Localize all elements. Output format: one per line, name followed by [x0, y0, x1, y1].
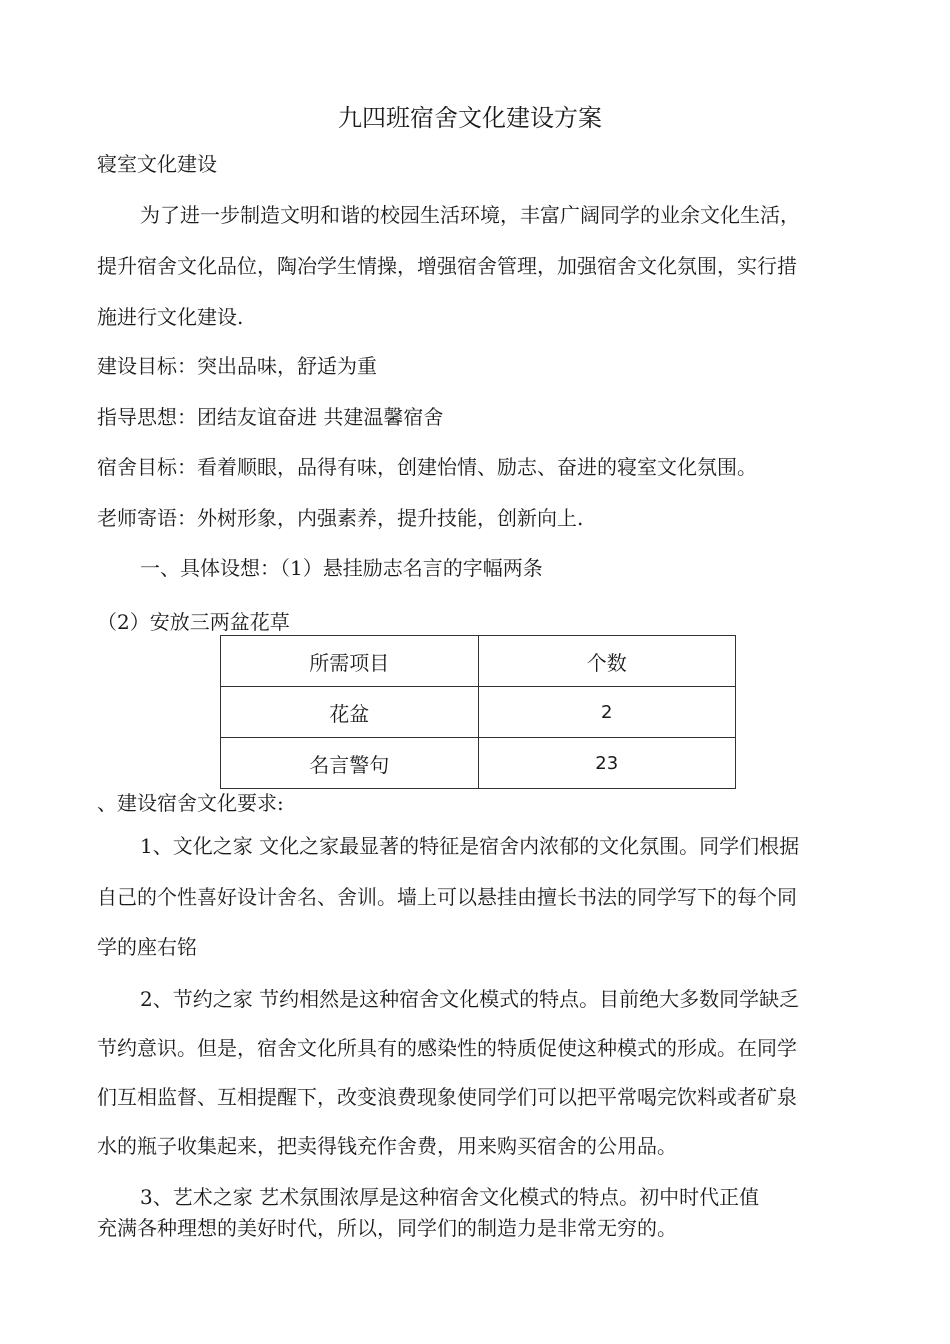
table-cell: 2	[478, 687, 736, 738]
req2-line: 节约意识。但是，宿舍文化所具有的感染性的特质促使这种模式的形成。在同学	[97, 1036, 797, 1060]
section-heading: 寝室文化建设	[97, 152, 217, 176]
plan-item-2: （2）安放三两盆花草	[97, 610, 290, 634]
table-header-cell: 个数	[478, 636, 736, 687]
guiding-thought-line: 指导思想：团结友谊奋进 共建温馨宿舍	[97, 405, 444, 429]
plan-item-1: 一、具体设想：（1）悬挂励志名言的字幅两条	[140, 556, 543, 580]
req2-line: 水的瓶子收集起来，把卖得钱充作舍费，用来购买宿舍的公用品。	[97, 1134, 677, 1158]
table-row	[221, 687, 736, 738]
intro-line: 提升宿舍文化品位，陶冶学生情操，增强宿舍管理，加强宿舍文化氛围，实行措	[97, 254, 797, 278]
table-header-row	[221, 636, 736, 687]
req2-line: 2、节约之家 节约相然是这种宿舍文化模式的特点。目前绝大多数同学缺乏	[140, 987, 800, 1011]
req2-line: 们互相监督、互相提醒下，改变浪费现象使同学们可以把平常喝完饮料或者矿泉	[97, 1085, 797, 1109]
req3-line: 3、艺术之家 艺术氛围浓厚是这种宿舍文化模式的特点。初中时代正值	[140, 1185, 760, 1209]
document-title: 九四班宿舍文化建设方案	[338, 104, 602, 132]
table-header-cell: 所需项目	[221, 636, 479, 687]
table-cell: 名言警句	[221, 738, 479, 789]
req1-line: 自己的个性喜好设计舍名、舍训。墙上可以悬挂由擅长书法的同学写下的每个同	[97, 885, 797, 909]
req1-line: 1、文化之家 文化之家最显著的特征是宿舍内浓郁的文化氛围。同学们根据	[140, 834, 800, 858]
requirements-heading: 、建设宿舍文化要求:	[97, 791, 284, 815]
items-table	[220, 635, 736, 789]
goal-line: 建设目标：突出品味，舒适为重	[97, 354, 377, 378]
req3-line: 充满各种理想的美好时代，所以，同学们的制造力是非常无穷的。	[97, 1216, 677, 1240]
intro-line: 为了进一步制造文明和谐的校园生活环境，丰富广阔同学的业余文化生活，	[140, 203, 800, 227]
table-row	[221, 738, 736, 789]
req1-line: 学的座右铭	[97, 935, 197, 959]
table-cell: 花盆	[221, 687, 479, 738]
dorm-goal-line: 宿舍目标：看着顺眼，品得有味，创建怡情、励志、奋进的寝室文化氛围。	[97, 455, 757, 479]
intro-line: 施进行文化建设.	[97, 305, 244, 329]
teacher-words-line: 老师寄语：外树形象，内强素养，提升技能，创新向上.	[97, 506, 584, 530]
table-cell: 23	[478, 738, 736, 789]
